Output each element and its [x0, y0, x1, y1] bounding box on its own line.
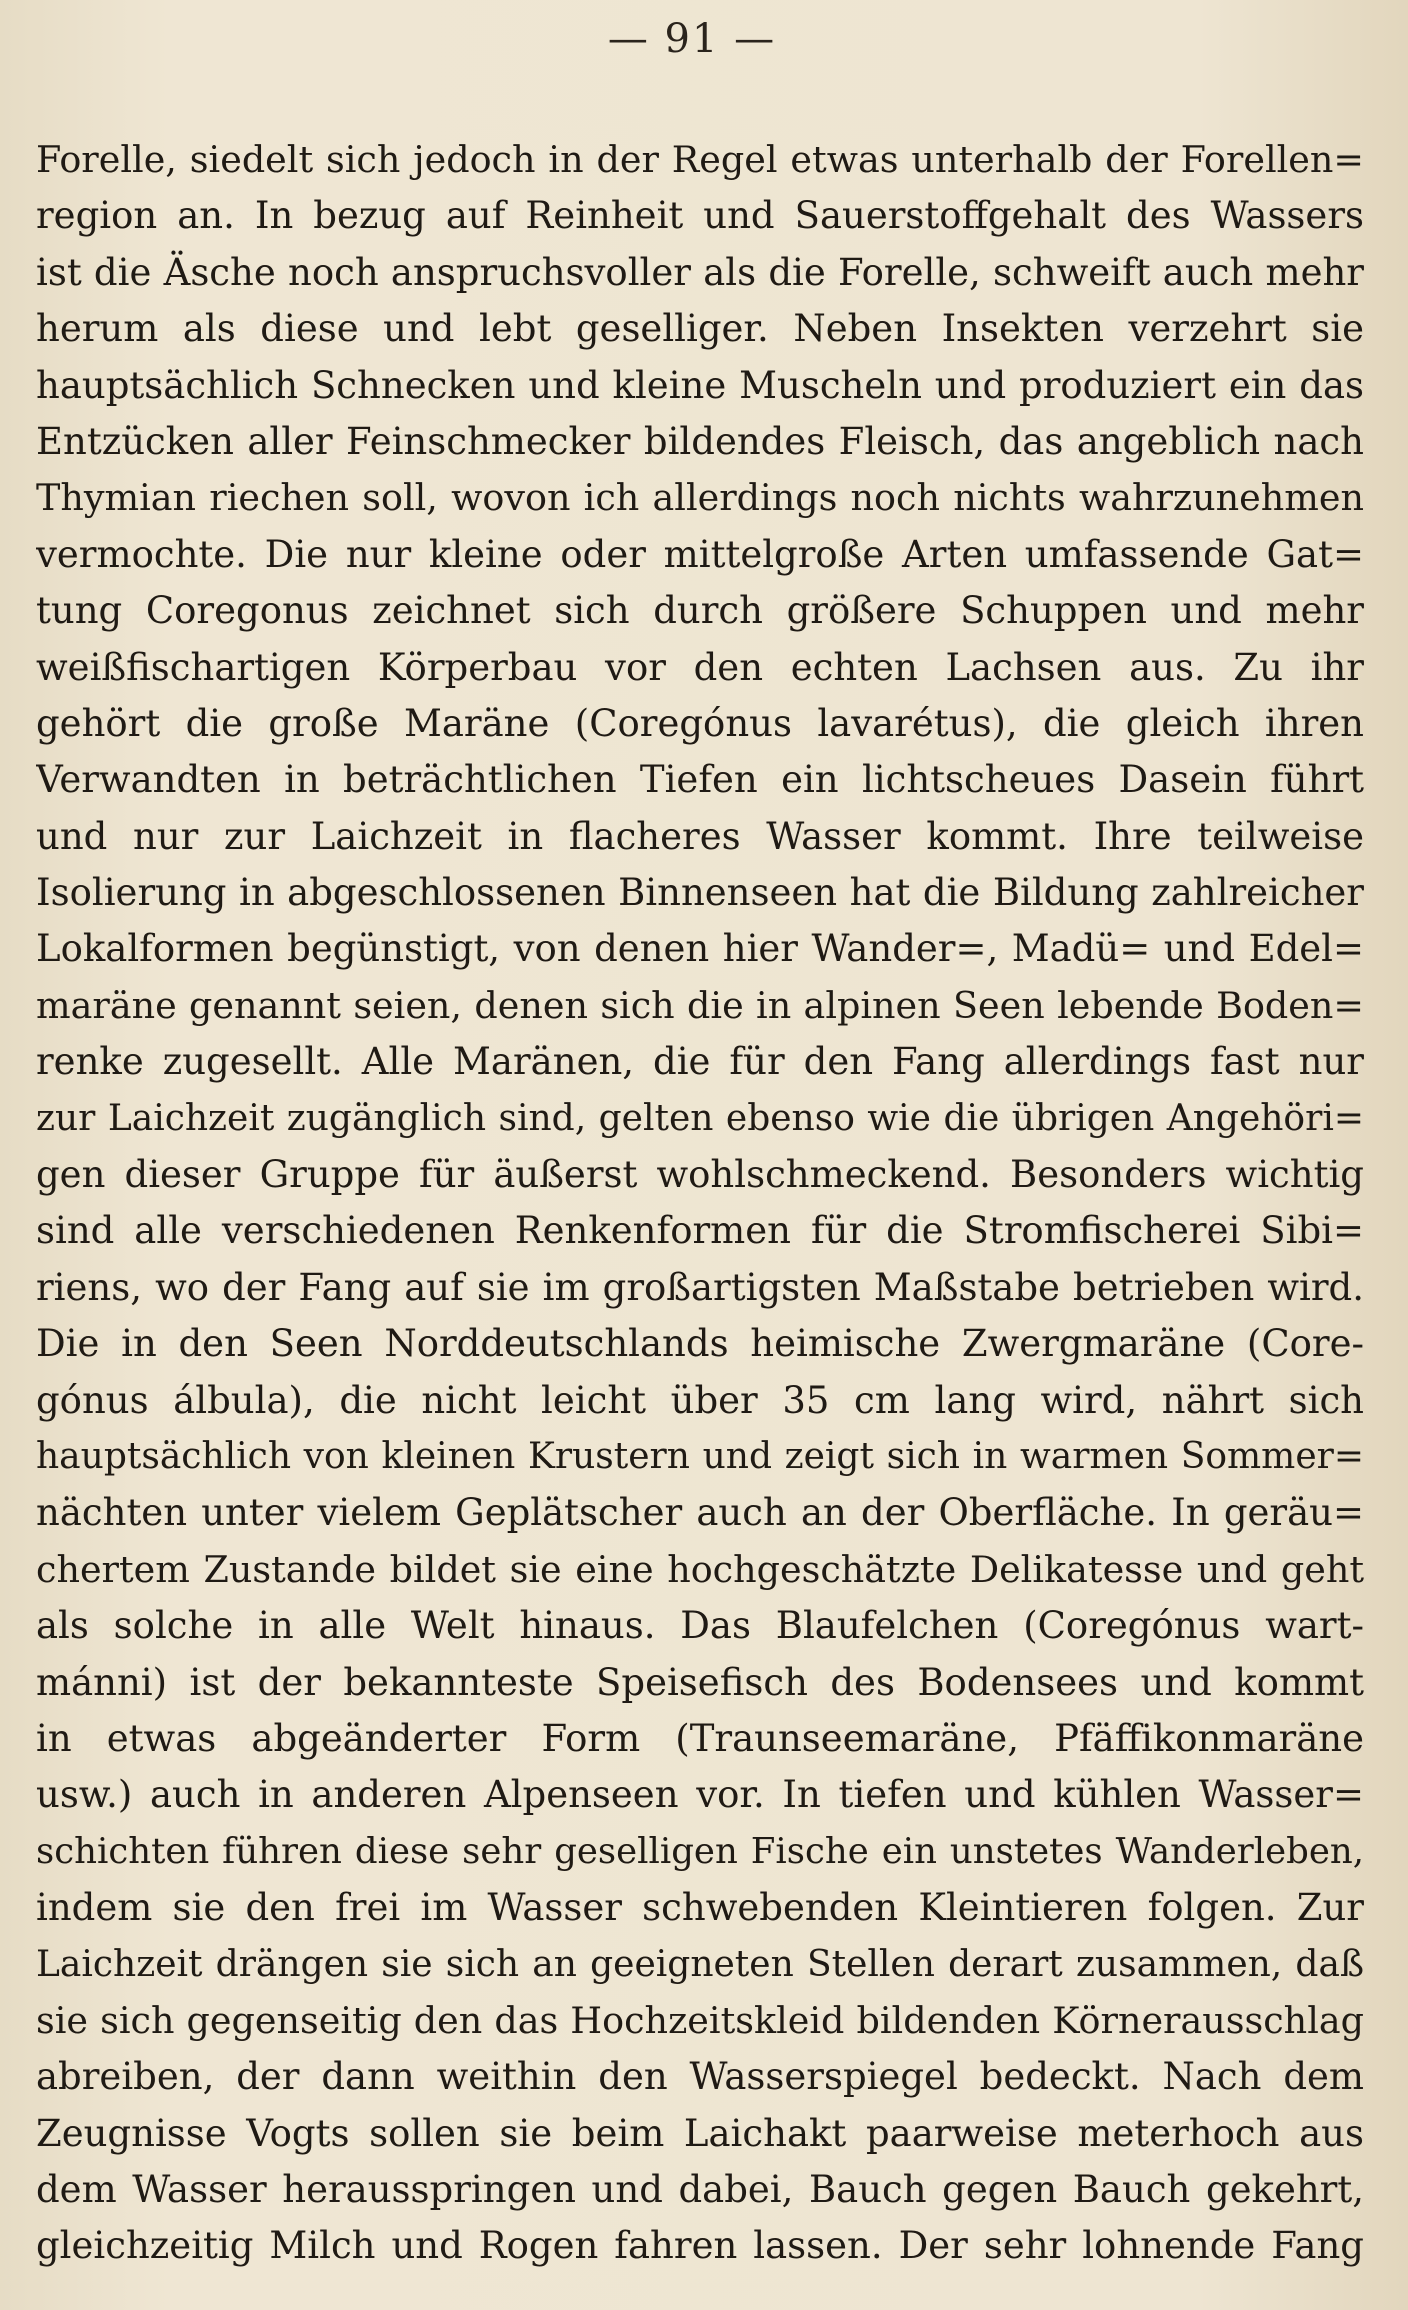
text-line: indem sie den frei im Wasser schwebenden Kleintieren folgen. Zur — [36, 1886, 1364, 1930]
text-line: Zeugnisse Vogts sollen sie beim Laichakt paarweise meterhoch aus — [36, 2111, 1364, 2155]
text-line: Laichzeit drängen sie sich an geeigneten Stellen derart zusammen, daß — [36, 1943, 1364, 1985]
text-line: hauptsächlich Schnecken und kleine Muscheln und produziert ein das — [36, 363, 1364, 407]
text-line: sie sich gegenseitig den das Hochzeitskleid bildenden Körnerausschlag — [36, 1998, 1364, 2042]
body-text — [36, 132, 1364, 2275]
text-line: gónus álbula), die nicht leicht über 35 cm lang wird, nährt sich — [36, 1378, 1364, 1422]
text-line: gehört die große Maräne (Coregónus lavarétus), die gleich ihren — [36, 701, 1364, 745]
text-line: dem Wasser herausspringen und dabei, Bauch gegen Bauch gekehrt, — [36, 2168, 1364, 2212]
text-line: herum als diese und lebt geselliger. Neben Insekten verzehrt sie — [36, 307, 1364, 351]
text-line: Verwandten in beträchtlichen Tiefen ein lichtscheues Dasein führt — [36, 758, 1364, 802]
text-line: renke zugesellt. Alle Maränen, die für den Fang allerdings fast nur — [36, 1040, 1364, 1084]
text-line: weißfischartigen Körperbau vor den echten Lachsen aus. Zu ihr — [36, 645, 1364, 689]
text-line: usw.) auch in anderen Alpenseen vor. In tiefen und kühlen Wasser= — [36, 1773, 1364, 1817]
text-line: tung Coregonus zeichnet sich durch größere Schuppen und mehr — [36, 589, 1364, 633]
text-line: abreiben, der dann weithin den Wasserspiegel bedeckt. Nach dem — [36, 2055, 1364, 2099]
text-line: in etwas abgeänderter Form (Traunseemaräne, Pfäffikonmaräne — [36, 1716, 1364, 1760]
page-number: — 91 — — [607, 16, 777, 62]
text-line: und nur zur Laichzeit in flacheres Wasser kommt. Ihre teilweise — [36, 814, 1364, 858]
text-line: als solche in alle Welt hinaus. Das Blaufelchen (Coregónus wart- — [36, 1604, 1364, 1648]
text-line: Thymian riechen soll, wovon ich allerdings noch nichts wahrzunehmen — [36, 476, 1364, 520]
text-line: nächten unter vielem Geplätscher auch an der Oberfläche. In geräu= — [36, 1491, 1364, 1535]
text-line: ist die Äsche noch anspruchsvoller als die Forelle, schweift auch mehr — [36, 250, 1364, 294]
text-line: hauptsächlich von kleinen Krustern und zeigt sich in warmen Sommer= — [36, 1435, 1364, 1477]
text-line: chertem Zustande bildet sie eine hochgeschätzte Delikatesse und geht — [36, 1547, 1364, 1591]
text-line: zur Laichzeit zugänglich sind, gelten ebenso wie die übrigen Angehöri= — [36, 1097, 1364, 1139]
text-line: maräne genannt seien, denen sich die in alpinen Seen lebende Boden= — [36, 983, 1364, 1027]
text-line: mánni) ist der bekannteste Speisefisch des Bodensees und kommt — [36, 1660, 1364, 1704]
text-line: riens, wo der Fang auf sie im großartigsten Maßstabe betrieben wird. — [36, 1265, 1364, 1309]
text-line: schichten führen diese sehr geselligen Fische ein unstetes Wanderleben, — [36, 1830, 1364, 1872]
text-line: Isolierung in abgeschlossenen Binnenseen hat die Bildung zahlreicher — [36, 871, 1364, 915]
text-line: gleichzeitig Milch und Rogen fahren lassen. Der sehr lohnende Fang — [36, 2224, 1364, 2268]
text-line: region an. In bezug auf Reinheit und Sauerstoffgehalt des Wassers — [36, 194, 1364, 238]
text-line: Lokalformen begünstigt, von denen hier Wander=, Madü= und Edel= — [36, 927, 1364, 971]
text-line: Die in den Seen Norddeutschlands heimische Zwergmaräne (Core- — [36, 1322, 1364, 1366]
text-line: sind alle verschiedenen Renkenformen für die Stromfischerei Sibi= — [36, 1209, 1364, 1253]
text-line: Forelle, siedelt sich jedoch in der Regel etwas unterhalb der Forellen= — [36, 138, 1364, 181]
text-line: gen dieser Gruppe für äußerst wohlschmeckend. Besonders wichtig — [36, 1153, 1364, 1197]
text-line: vermochte. Die nur kleine oder mittelgroße Arten umfassende Gat= — [36, 532, 1364, 576]
text-line: Entzücken aller Feinschmecker bildendes Fleisch, das angeblich nach — [36, 419, 1364, 463]
